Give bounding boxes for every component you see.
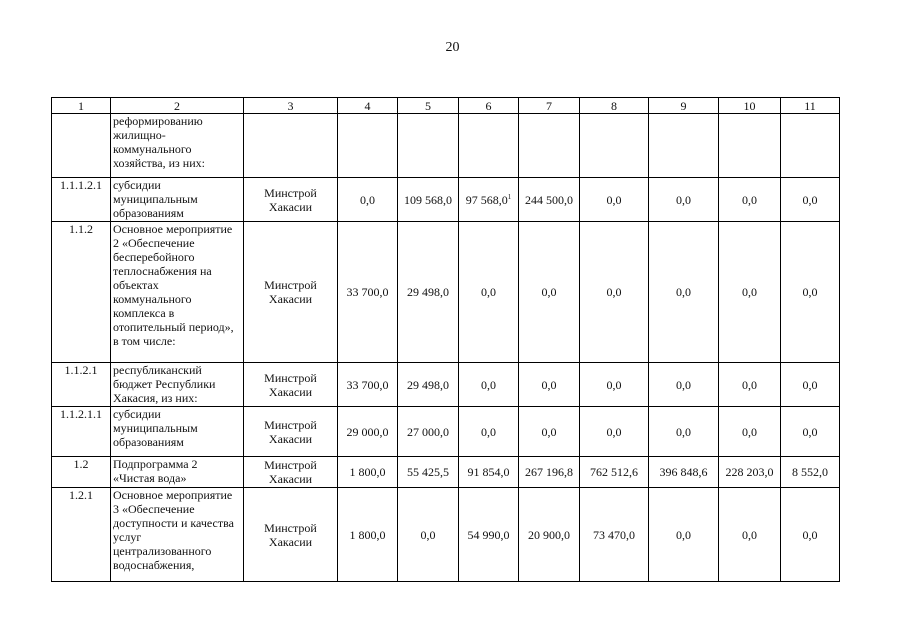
row-executor — [244, 488, 338, 582]
value-cell — [719, 114, 781, 178]
value-text: 0,0 — [676, 377, 691, 392]
value-cell — [649, 222, 719, 363]
value-text: 228 203,0 — [725, 465, 774, 479]
cell-text-line: отопительный период», — [113, 320, 234, 334]
cell-text-line: комплекса в — [113, 306, 175, 320]
cell-text-line: объектах — [113, 278, 159, 292]
row-executor — [244, 178, 338, 222]
value-text: 0,0 — [742, 424, 757, 439]
cell-text-line: водоснабжения, — [113, 558, 195, 572]
value-text: 267 196,8 — [525, 465, 573, 479]
row-name — [111, 457, 244, 488]
column-header: 3 — [244, 98, 338, 114]
cell-text-line: услуг — [113, 530, 142, 544]
value-cell — [719, 222, 781, 363]
cell-text-line: Основное мероприятие — [113, 222, 233, 236]
value-cell — [719, 178, 781, 222]
row-name — [111, 488, 244, 582]
cell-text-line: Основное мероприятие — [113, 488, 233, 502]
cell-text-line: Хакасии — [268, 384, 313, 399]
cell-text-line: Минстрой — [264, 417, 317, 432]
row-executor — [244, 114, 338, 178]
cell-text-line: теплоснабжения на — [113, 264, 212, 278]
value-cell — [580, 114, 649, 178]
cell-text-line: муниципальным — [113, 192, 198, 206]
value-cell — [338, 114, 398, 178]
value-cell — [519, 407, 580, 457]
row-code: 1.1.2.1 — [52, 363, 111, 407]
value-cell — [338, 457, 398, 488]
page-number: 20 — [445, 40, 460, 55]
value-text: 0,0 — [541, 424, 557, 439]
value-cell — [519, 488, 580, 582]
value-cell — [519, 363, 580, 407]
cell-text-line: Минстрой — [264, 370, 317, 385]
value-text: 0,0 — [676, 424, 691, 439]
table-row — [52, 407, 840, 457]
cell-text-line: республиканский — [113, 363, 202, 377]
value-cell — [580, 363, 649, 407]
table-row — [52, 488, 840, 582]
value-text: 0,0 — [802, 192, 818, 207]
value-cell — [781, 488, 840, 582]
row-executor — [244, 457, 338, 488]
value-cell — [519, 457, 580, 488]
value-text: 0,0 — [420, 527, 436, 542]
value-text: 73 470,0 — [593, 527, 635, 542]
value-cell — [649, 363, 719, 407]
value-cell — [519, 114, 580, 178]
value-cell — [719, 407, 781, 457]
value-text: 1 800,0 — [349, 527, 386, 542]
value-cell — [781, 178, 840, 222]
value-cell — [459, 407, 519, 457]
value-text: 29 498,0 — [407, 377, 449, 392]
value-cell — [781, 363, 840, 407]
value-cell — [719, 363, 781, 407]
cell-text-line: Хакасии — [268, 472, 313, 486]
value-cell — [398, 114, 459, 178]
value-cell — [719, 488, 781, 582]
value-cell — [781, 222, 840, 363]
row-code — [52, 114, 111, 178]
cell-text-line: Хакасия, из них: — [113, 391, 198, 405]
cell-text-line: бесперебойного — [113, 250, 195, 264]
value-text: 0,0 — [360, 192, 375, 207]
value-text: 244 500,0 — [525, 192, 573, 207]
column-header: 8 — [580, 98, 649, 114]
table-row — [52, 178, 840, 222]
value-text: 0,0 — [606, 192, 622, 207]
value-cell — [649, 407, 719, 457]
value-cell — [649, 488, 719, 582]
value-cell — [338, 488, 398, 582]
value-text: 0,0 — [742, 285, 757, 299]
value-cell — [580, 457, 649, 488]
value-text: 97 568,0 — [465, 192, 508, 207]
cell-text-line: Хакасии — [268, 431, 313, 446]
value-text: 0,0 — [676, 285, 691, 299]
cell-text-line: хозяйства, из них: — [113, 156, 205, 170]
value-cell — [338, 222, 398, 363]
cell-text-line: Минстрой — [264, 185, 317, 200]
cell-text-line: 2 «Обеспечение — [113, 236, 195, 250]
cell-text-line: Подпрограмма 2 — [113, 457, 198, 471]
cell-text-line: доступности и качества — [113, 516, 234, 530]
value-text: 0,0 — [742, 527, 757, 542]
value-text: 0,0 — [742, 192, 757, 207]
value-text: 0,0 — [606, 285, 622, 299]
header-row — [52, 98, 840, 114]
cell-text-line: коммунального — [113, 292, 192, 306]
column-header: 10 — [719, 98, 781, 114]
value-text: 55 425,5 — [407, 465, 449, 479]
cell-text-line: Минстрой — [264, 458, 317, 472]
column-header: 9 — [649, 98, 719, 114]
column-header: 7 — [519, 98, 580, 114]
value-cell — [580, 407, 649, 457]
value-text: 27 000,0 — [407, 424, 449, 439]
value-cell — [398, 488, 459, 582]
cell-text-line: реформированию — [113, 114, 203, 128]
value-cell — [719, 457, 781, 488]
value-cell — [338, 407, 398, 457]
value-cell — [781, 114, 840, 178]
value-text: 33 700,0 — [346, 285, 389, 299]
cell-text-line: Хакасии — [268, 199, 313, 214]
cell-text-line: жилищно- — [113, 128, 166, 142]
row-executor — [244, 363, 338, 407]
value-cell — [459, 178, 519, 222]
value-text: 0,0 — [676, 192, 691, 207]
cell-text-line: бюджет Республики — [113, 377, 216, 391]
value-cell — [459, 457, 519, 488]
cell-text-line: Хакасии — [268, 292, 313, 306]
row-code: 1.1.2.1.1 — [52, 407, 111, 457]
value-text: 0,0 — [802, 424, 818, 439]
column-header: 2 — [111, 98, 244, 114]
value-text: 762 512,6 — [590, 465, 638, 479]
cell-text-line: Минстрой — [264, 278, 317, 292]
value-text: 0,0 — [541, 285, 557, 299]
table-row — [52, 457, 840, 488]
value-cell — [338, 363, 398, 407]
column-header: 5 — [398, 98, 459, 114]
cell-text-line: централизованного — [113, 544, 212, 558]
value-text: 0,0 — [742, 377, 757, 392]
value-text: 0,0 — [802, 285, 818, 299]
value-cell — [398, 457, 459, 488]
cell-text-line: Хакасии — [268, 534, 313, 549]
column-header: 11 — [781, 98, 840, 114]
row-code: 1.2.1 — [52, 488, 111, 582]
value-cell — [459, 363, 519, 407]
value-text: 0,0 — [676, 527, 691, 542]
value-text: 0,0 — [481, 285, 496, 299]
budget-table — [51, 97, 840, 582]
cell-text-line: образованиям — [113, 206, 184, 220]
row-name — [111, 363, 244, 407]
value-text: 0,0 — [481, 424, 496, 439]
value-cell — [649, 457, 719, 488]
value-cell — [781, 407, 840, 457]
row-code: 1.1.2 — [52, 222, 111, 363]
value-text: 109 568,0 — [404, 192, 452, 207]
value-cell — [459, 114, 519, 178]
table-row — [52, 363, 840, 407]
cell-text-line: муниципальным — [113, 421, 198, 435]
row-name — [111, 407, 244, 457]
value-text: 0,0 — [606, 424, 622, 439]
value-cell — [519, 178, 580, 222]
value-text: 54 990,0 — [467, 527, 510, 542]
value-text: 1 800,0 — [349, 465, 386, 479]
table-row — [52, 222, 840, 363]
value-cell — [580, 222, 649, 363]
value-text: 33 700,0 — [346, 377, 389, 392]
value-cell — [649, 114, 719, 178]
value-cell — [398, 407, 459, 457]
column-header: 4 — [338, 98, 398, 114]
value-cell — [338, 178, 398, 222]
value-cell — [398, 222, 459, 363]
table-row — [52, 114, 840, 178]
column-header: 6 — [459, 98, 519, 114]
value-text: 29 000,0 — [346, 424, 389, 439]
value-text: 0,0 — [541, 377, 557, 392]
value-cell — [781, 457, 840, 488]
value-text: 396 848,6 — [659, 465, 708, 479]
value-cell — [459, 488, 519, 582]
row-code: 1.2 — [52, 457, 111, 488]
column-header: 1 — [52, 98, 111, 114]
value-text: 20 900,0 — [528, 527, 570, 542]
cell-text-line: субсидии — [113, 178, 161, 192]
value-text: 0,0 — [481, 377, 496, 392]
row-name — [111, 114, 244, 178]
value-cell — [519, 222, 580, 363]
row-executor — [244, 222, 338, 363]
value-cell — [459, 222, 519, 363]
row-code: 1.1.1.2.1 — [52, 178, 111, 222]
value-cell — [580, 488, 649, 582]
value-text: 8 552,0 — [792, 465, 828, 479]
value-cell — [580, 178, 649, 222]
row-name — [111, 178, 244, 222]
value-text: 0,0 — [802, 377, 818, 392]
cell-text-line: в том числе: — [113, 334, 176, 348]
cell-text-line: коммунального — [113, 142, 192, 156]
row-name — [111, 222, 244, 363]
cell-text-line: Минстрой — [264, 520, 317, 535]
cell-text-line: «Чистая вода» — [113, 471, 187, 485]
footnote-mark: 1 — [507, 192, 512, 201]
value-cell — [398, 363, 459, 407]
value-cell — [398, 178, 459, 222]
value-text: 0,0 — [802, 527, 818, 542]
value-text: 29 498,0 — [407, 285, 449, 299]
value-cell — [649, 178, 719, 222]
cell-text-line: образованиям — [113, 435, 184, 449]
value-text: 0,0 — [606, 377, 622, 392]
row-executor — [244, 407, 338, 457]
cell-text-line: субсидии — [113, 407, 161, 421]
value-text: 91 854,0 — [467, 465, 510, 479]
cell-text-line: 3 «Обеспечение — [113, 502, 195, 516]
